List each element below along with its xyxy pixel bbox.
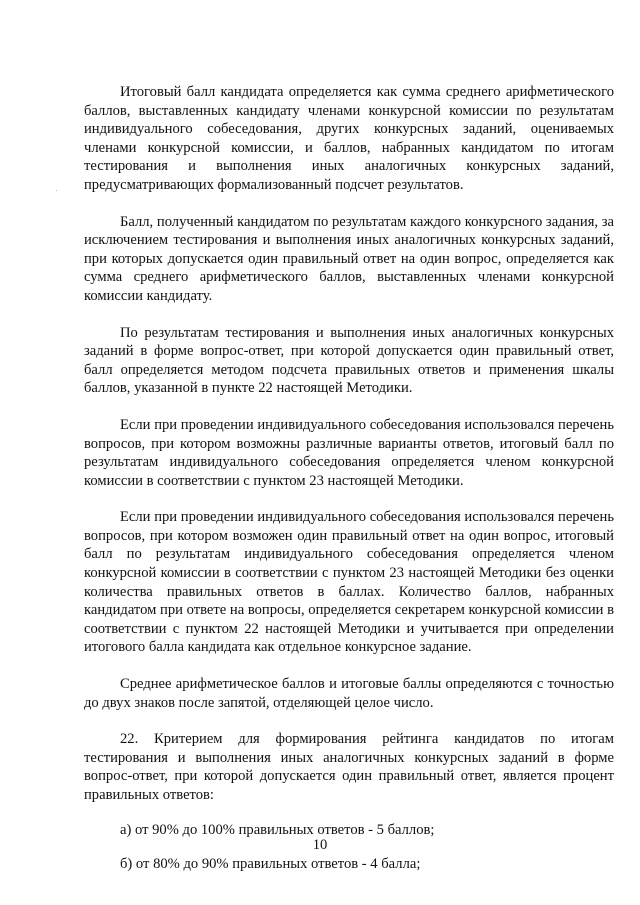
- scan-artifact: [56, 190, 57, 191]
- document-body: [84, 83, 614, 874]
- page-number: 10: [312, 837, 328, 853]
- paragraph-clause-22: 22. Критерием для формирования рейтинга кандидатов по итогам тестирования и выполнения иных аналогичных конкурсных заданий в форме вопрос-ответ, при которой допускается один правильный ответ, является процент правильных ответов:: [84, 731, 614, 803]
- paragraph-testing-score: По результатам тестирования и выполнения иных аналогичных конкурсных заданий в форме вопрос-ответ, при которой допускается один правильный ответ, балл определяется методом подсчета правильных ответов и применения шкалы баллов, указанной в пункте 22 настоящей Методики.: [84, 324, 614, 397]
- paragraph-interview-single-answer: Если при проведении индивидуального собеседования использовался перечень вопросов, при котором возможен один правильный ответ на один вопрос, итоговый балл по результатам индивидуального собеседования определяется членом конкурсной комиссии в соответствии с пунктом 23 настоящей Методики без оценки количества правильных ответов в баллах. Количество баллов, набранных кандидатом при ответе на вопросы, определяется секретарем конкурсной комиссии в соответствии с пунктом 22 настоящей Методики и учитывается при определении итогового балла кандидата как отдельное конкурсное задание.: [84, 509, 614, 656]
- list-item-a: а) от 90% до 100% правильных ответов - 5 баллов;: [120, 821, 435, 838]
- paragraph-task-score: Балл, полученный кандидатом по результатам каждого конкурсного задания, за исключением тестирования и выполнения иных аналогичных конкурсных заданий, при которых допускается один правильный ответ на один вопрос, определяется как сумма среднего арифметического баллов, выставленных членами конкурсной комиссии кандидату.: [84, 213, 614, 304]
- paragraph-final-score: Итоговый балл кандидата определяется как сумма среднего арифметического баллов, выставленных кандидату членами конкурсной комиссии по результатам индивидуального собеседования, других конкурсных заданий, оцениваемых членами конкурсной комиссии, и баллов, набранных кандидатом по итогам тестирования и выполнения иных аналогичных конкурсных заданий, предусматривающих формализованный подсчет результатов.: [84, 84, 614, 193]
- paragraph-precision: Среднее арифметическое баллов и итоговые баллы определяются с точностью до двух знаков после запятой, отделяющей целое число.: [84, 676, 614, 711]
- list-item-b: б) от 80% до 90% правильных ответов - 4 балла;: [120, 856, 421, 873]
- paragraph-interview-multiple-answers: Если при проведении индивидуального собеседования использовался перечень вопросов, при котором возможны различные варианты ответов, итоговый балл по результатам индивидуального собеседования определяется членом конкурсной комиссии в соответствии с пунктом 23 настоящей Методики.: [84, 416, 614, 489]
